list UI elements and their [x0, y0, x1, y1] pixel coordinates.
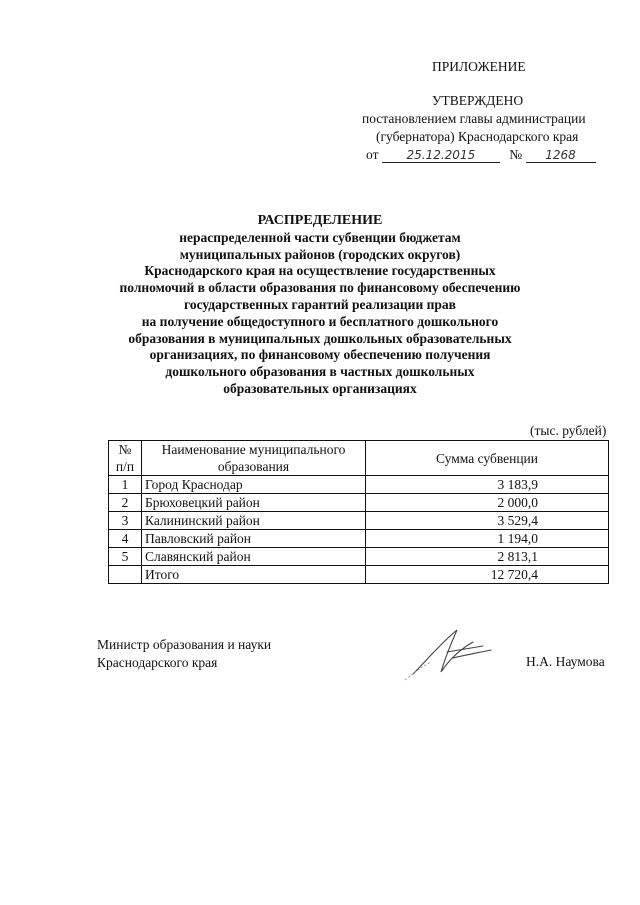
appendix-label: ПРИЛОЖЕНИЕ [432, 59, 526, 74]
title-line: организациях, по финансовому обеспечению получения [149, 347, 491, 363]
signer-position-line2: Краснодарского края [97, 655, 218, 670]
table-row [109, 548, 609, 566]
table-row [109, 512, 609, 530]
row-sum: 2 000,0 [366, 494, 609, 512]
row-num: 4 [109, 530, 142, 548]
title-line: образовательных организациях [223, 380, 417, 396]
row-sum: 3 529,4 [366, 512, 609, 530]
decree-number: 1268 [526, 148, 596, 163]
row-num: 3 [109, 512, 142, 530]
row-sum: 1 194,0 [366, 530, 609, 548]
approved-label: УТВЕРЖДЕНО [432, 93, 524, 108]
decree-line-2: (губернатора) Краснодарского края [376, 129, 579, 144]
number-prefix: № [509, 147, 523, 162]
header-name [142, 441, 366, 476]
row-name: Брюховецкий район [142, 494, 366, 512]
row-name: Славянский район [142, 548, 366, 566]
title-line: государственных гарантий реализации прав [184, 296, 456, 312]
row-name: Павловский район [142, 530, 366, 548]
total-sum: 12 720,4 [366, 566, 609, 584]
header-name-line1: Наименование муниципального [161, 442, 346, 457]
row-name: Калининский район [142, 512, 366, 530]
decree-date-row [366, 147, 596, 163]
header-num-line2: п/п [115, 459, 135, 474]
row-sum: 3 183,9 [366, 476, 609, 494]
row-num: 2 [109, 494, 142, 512]
title-line: муниципальных районов (городских округов) [179, 246, 461, 262]
decree-line-1: постановлением главы администрации [362, 111, 586, 126]
title-line: дошкольного образования в частных дошкольных [165, 364, 475, 380]
header-num [109, 441, 142, 476]
title-line: образования в муниципальных дошкольных образовательных [128, 330, 512, 346]
signer-position-line1: Министр образования и науки [97, 637, 272, 652]
title-line: на получение общедоступного и бесплатного дошкольного [141, 313, 499, 329]
total-row [109, 566, 609, 584]
header-name-line2: образования [217, 459, 290, 474]
table-row [109, 476, 609, 494]
document-title [0, 213, 640, 398]
title-line: Краснодарского края на осуществление государственных [144, 263, 496, 279]
total-label: Итого [142, 566, 366, 584]
row-num: 5 [109, 548, 142, 566]
table-row [109, 494, 609, 512]
decree-date: 25.12.2015 [382, 148, 500, 163]
date-prefix: от [366, 147, 379, 162]
title-main: РАСПРЕДЕЛЕНИЕ [257, 213, 383, 228]
header-num-line1: № [118, 442, 132, 457]
handwritten-signature [395, 622, 505, 682]
subsidy-table [108, 440, 609, 584]
signer-position [97, 636, 271, 672]
row-sum: 2 813,1 [366, 548, 609, 566]
total-num [109, 566, 142, 584]
table-row [109, 530, 609, 548]
units-label: (тыс. рублей) [530, 423, 607, 438]
row-num: 1 [109, 476, 142, 494]
row-name: Город Краснодар [142, 476, 366, 494]
table-header-row [109, 441, 609, 476]
header-sum: Сумма субвенции [366, 441, 609, 476]
signer-name: Н.А. Наумова [526, 654, 605, 669]
title-line: нераспределенной части субвенции бюджетам [179, 229, 461, 245]
title-line: полномочий в области образования по финансовому обеспечению [119, 280, 521, 296]
